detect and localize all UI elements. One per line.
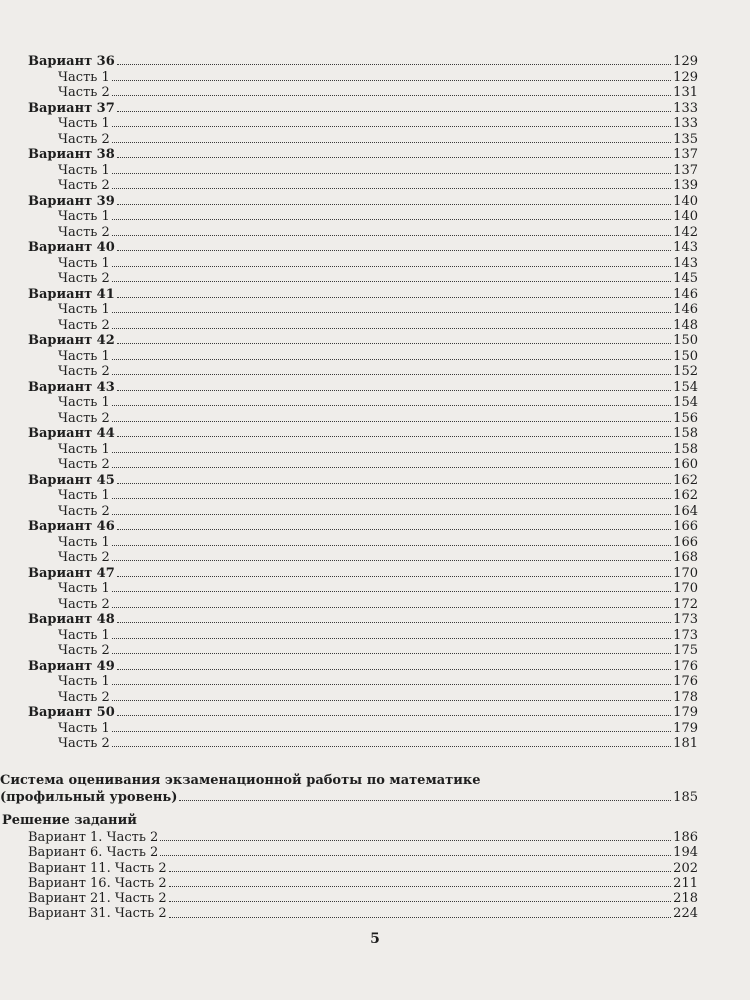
toc-variant-entry-label: Вариант 48 — [28, 612, 115, 627]
solution-entry-label: Вариант 21. Часть 2 — [28, 891, 167, 907]
dot-leader — [112, 452, 671, 453]
page-number: 129 — [673, 54, 698, 69]
page-number: 154 — [673, 379, 698, 395]
toc-part-entry-label: Часть 1 — [58, 441, 110, 457]
toc-part-entry-label: Часть 2 — [58, 317, 110, 333]
toc-part-entry — [28, 85, 698, 101]
dot-leader — [179, 800, 671, 801]
toc-variant-entry — [28, 287, 698, 303]
toc-part-entry — [28, 163, 698, 179]
solutions-section — [0, 812, 698, 922]
page-number: 178 — [673, 689, 698, 705]
grading-system-line — [0, 789, 698, 806]
page-number: 173 — [673, 612, 698, 627]
toc-variant-entry-label: Вариант 46 — [28, 519, 115, 534]
page-number: 145 — [673, 271, 698, 286]
dot-leader — [160, 840, 671, 841]
dot-leader — [112, 746, 671, 747]
toc-part-entry — [28, 488, 698, 504]
page-folio: 5 — [370, 931, 380, 947]
toc-part-entry — [28, 209, 698, 225]
dot-leader — [112, 731, 671, 732]
dot-leader — [117, 622, 671, 623]
dot-leader — [117, 111, 671, 112]
page-number: 166 — [673, 519, 698, 534]
page-number: 137 — [673, 147, 698, 162]
toc-part-entry-label: Часть 2 — [58, 178, 110, 193]
dot-leader — [112, 80, 671, 81]
grading-system-entry — [0, 772, 698, 806]
toc-part-entry — [28, 504, 698, 520]
page-number: 137 — [673, 162, 698, 178]
page-number: 162 — [673, 488, 698, 503]
page-number: 168 — [673, 550, 698, 565]
page-number: 142 — [673, 224, 698, 240]
dot-leader — [112, 219, 671, 220]
page-number: 166 — [673, 534, 698, 550]
solution-entry-label: Вариант 11. Часть 2 — [28, 860, 167, 876]
page-number: 156 — [673, 410, 698, 426]
toc-part-entry-label: Часть 1 — [58, 348, 110, 364]
dot-leader — [112, 607, 671, 608]
toc-part-entry — [28, 597, 698, 613]
toc-part-entry — [28, 690, 698, 706]
toc-part-entry — [28, 178, 698, 194]
dot-leader — [112, 266, 671, 267]
toc-part-entry-label: Часть 2 — [58, 736, 110, 751]
page-number: 150 — [673, 348, 698, 364]
dot-leader — [117, 436, 671, 437]
dot-leader — [112, 498, 671, 499]
dot-leader — [112, 591, 671, 592]
solution-entry — [0, 891, 698, 906]
solution-entry — [0, 906, 698, 921]
toc-part-entry — [28, 364, 698, 380]
page-number: 146 — [673, 302, 698, 317]
page-number: 143 — [673, 255, 698, 271]
dot-leader — [117, 64, 671, 65]
page-number: 140 — [673, 209, 698, 224]
page-number: 170 — [673, 565, 698, 581]
toc-part-entry-label: Часть 1 — [58, 209, 110, 224]
toc-variant-entry — [28, 426, 698, 442]
toc-part-entry — [28, 721, 698, 737]
dot-leader — [112, 281, 671, 282]
page-number: 218 — [673, 891, 698, 907]
grading-system-subtitle: (профильный уровень) — [0, 790, 178, 805]
page-number: 162 — [673, 472, 698, 488]
toc-variant-entry-label: Вариант 38 — [28, 147, 115, 162]
page-number: 139 — [673, 178, 698, 193]
page-number: 140 — [673, 193, 698, 209]
page-number: 211 — [673, 875, 698, 891]
dot-leader — [117, 669, 671, 670]
page-number: 176 — [673, 674, 698, 689]
page-number: 150 — [673, 333, 698, 348]
dot-leader — [112, 142, 671, 143]
page-number: 181 — [673, 736, 698, 751]
page-number: 179 — [673, 705, 698, 720]
toc-part-entry-label: Часть 2 — [58, 503, 110, 519]
solution-entry-label: Вариант 6. Часть 2 — [28, 845, 159, 861]
grading-system-title: Система оценивания экзаменационной работы по математике — [0, 773, 481, 788]
page-number: 179 — [673, 720, 698, 736]
solution-entry — [0, 876, 698, 891]
toc-part-entry-label: Часть 2 — [58, 131, 110, 147]
dot-leader — [117, 483, 671, 484]
toc-part-entry — [28, 442, 698, 458]
toc-variant-entry-label: Вариант 39 — [28, 193, 115, 209]
toc-part-entry-label: Часть 1 — [58, 488, 110, 503]
toc-part-entry — [28, 318, 698, 334]
toc-part-entry-label: Часть 2 — [58, 457, 110, 472]
dot-leader — [117, 576, 671, 577]
toc-part-entry — [28, 550, 698, 566]
toc-part-entry-label: Часть 2 — [58, 364, 110, 379]
page-number: 129 — [673, 69, 698, 85]
toc-variant-entry-label: Вариант 36 — [28, 54, 115, 69]
toc-part-entry — [28, 225, 698, 241]
toc-variant-entry-label: Вариант 42 — [28, 333, 115, 348]
toc-variant-entry — [28, 333, 698, 349]
dot-leader — [112, 638, 671, 639]
solution-entry — [0, 861, 698, 876]
toc-part-entry — [28, 132, 698, 148]
page-number: 170 — [673, 581, 698, 596]
toc-variant-entry-label: Вариант 44 — [28, 426, 115, 441]
page-number: 152 — [673, 364, 698, 379]
toc-variant-entry-label: Вариант 40 — [28, 240, 115, 255]
page-number: 143 — [673, 240, 698, 255]
toc-part-entry-label: Часть 1 — [58, 255, 110, 271]
dot-leader — [117, 343, 671, 344]
toc-part-entry — [28, 271, 698, 287]
dot-leader — [112, 545, 671, 546]
toc-part-entry-label: Часть 1 — [58, 302, 110, 317]
solutions-heading: Решение заданий — [2, 813, 137, 828]
dot-leader — [117, 204, 671, 205]
page-number: 194 — [673, 845, 698, 861]
toc-variant-entry — [28, 519, 698, 535]
toc-part-entry-label: Часть 1 — [58, 162, 110, 178]
page-number: 133 — [673, 116, 698, 131]
toc-part-entry — [28, 457, 698, 473]
toc-part-entry-label: Часть 1 — [58, 534, 110, 550]
toc-part-entry — [28, 70, 698, 86]
toc-part-entry-label: Часть 1 — [58, 116, 110, 131]
toc-part-entry — [28, 581, 698, 597]
dot-leader — [112, 514, 671, 515]
toc-part-entry — [28, 395, 698, 411]
dot-leader — [117, 529, 671, 530]
toc-variant-entry-label: Вариант 50 — [28, 705, 115, 720]
dot-leader — [112, 560, 671, 561]
toc-part-entry — [28, 736, 698, 752]
page-number: 154 — [673, 395, 698, 410]
toc-part-entry-label: Часть 2 — [58, 271, 110, 286]
dot-leader — [169, 917, 672, 918]
page-number: 176 — [673, 658, 698, 674]
page-number: 160 — [673, 457, 698, 472]
page-number: 186 — [673, 830, 698, 845]
toc-variant-entry-label: Вариант 37 — [28, 100, 115, 116]
toc-variant-entry — [28, 147, 698, 163]
toc-part-entry-label: Часть 2 — [58, 224, 110, 240]
toc-part-entry — [28, 256, 698, 272]
dot-leader — [112, 235, 671, 236]
toc-part-entry — [28, 349, 698, 365]
page-number: 158 — [673, 441, 698, 457]
page-number: 133 — [673, 100, 698, 116]
toc-part-entry-label: Часть 2 — [58, 596, 110, 612]
page-number: 158 — [673, 426, 698, 441]
toc-part-entry-label: Часть 2 — [58, 85, 110, 100]
toc-variant-entry-label: Вариант 43 — [28, 379, 115, 395]
dot-leader — [117, 297, 671, 298]
page-number: 148 — [673, 317, 698, 333]
toc-part-entry-label: Часть 1 — [58, 627, 110, 643]
page-number: 164 — [673, 503, 698, 519]
dot-leader — [112, 173, 671, 174]
page-number: 175 — [673, 643, 698, 658]
page-number: 172 — [673, 596, 698, 612]
toc-part-entry — [28, 628, 698, 644]
toc-part-entry-label: Часть 2 — [58, 410, 110, 426]
toc-variants-list — [28, 54, 698, 752]
dot-leader — [112, 95, 671, 96]
dot-leader — [117, 390, 671, 391]
toc-variant-entry-label: Вариант 45 — [28, 472, 115, 488]
dot-leader — [112, 653, 671, 654]
dot-leader — [117, 250, 671, 251]
toc-variant-entry-label: Вариант 41 — [28, 286, 115, 302]
solutions-list — [0, 830, 698, 922]
toc-variant-entry — [28, 705, 698, 721]
dot-leader — [112, 126, 671, 127]
toc-variant-entry — [28, 612, 698, 628]
dot-leader — [112, 421, 671, 422]
page-number: 131 — [673, 85, 698, 100]
toc-variant-entry — [28, 194, 698, 210]
dot-leader — [169, 901, 672, 902]
dot-leader — [117, 715, 671, 716]
toc-part-entry-label: Часть 1 — [58, 720, 110, 736]
toc-variant-entry — [28, 566, 698, 582]
toc-part-entry-label: Часть 1 — [58, 69, 110, 85]
toc-variant-entry-label: Вариант 47 — [28, 565, 115, 581]
toc-part-entry — [28, 302, 698, 318]
toc-part-entry-label: Часть 1 — [58, 395, 110, 410]
toc-variant-entry-label: Вариант 49 — [28, 658, 115, 674]
page-number: 185 — [673, 790, 698, 805]
dot-leader — [112, 467, 671, 468]
dot-leader — [160, 855, 671, 856]
dot-leader — [112, 328, 671, 329]
page-number: 224 — [673, 906, 698, 922]
toc-part-entry-label: Часть 1 — [58, 581, 110, 596]
solution-entry-label: Вариант 31. Часть 2 — [28, 906, 167, 922]
toc-part-entry-label: Часть 2 — [58, 689, 110, 705]
dot-leader — [117, 157, 671, 158]
toc-variant-entry — [28, 473, 698, 489]
page-number: 173 — [673, 627, 698, 643]
dot-leader — [112, 359, 671, 360]
toc-part-entry — [28, 643, 698, 659]
solution-entry-label: Вариант 16. Часть 2 — [28, 875, 167, 891]
toc-part-entry-label: Часть 2 — [58, 643, 110, 658]
toc-part-entry — [28, 411, 698, 427]
page-number: 135 — [673, 131, 698, 147]
solution-entry-label: Вариант 1. Часть 2 — [28, 830, 159, 845]
toc-part-entry — [28, 535, 698, 551]
toc-part-entry — [28, 674, 698, 690]
solution-entry — [0, 830, 698, 845]
toc-variant-entry — [28, 659, 698, 675]
dot-leader — [112, 700, 671, 701]
toc-part-entry-label: Часть 2 — [58, 550, 110, 565]
dot-leader — [112, 684, 671, 685]
toc-part-entry — [28, 116, 698, 132]
dot-leader — [169, 871, 672, 872]
toc-variant-entry — [28, 240, 698, 256]
solution-entry — [0, 845, 698, 860]
page-number: 146 — [673, 286, 698, 302]
dot-leader — [169, 886, 672, 887]
dot-leader — [112, 374, 671, 375]
dot-leader — [112, 188, 671, 189]
dot-leader — [112, 405, 671, 406]
toc-variant-entry — [28, 380, 698, 396]
toc-variant-entry — [28, 54, 698, 70]
toc-variant-entry — [28, 101, 698, 117]
page-number: 202 — [673, 860, 698, 876]
toc-part-entry-label: Часть 1 — [58, 674, 110, 689]
dot-leader — [112, 312, 671, 313]
